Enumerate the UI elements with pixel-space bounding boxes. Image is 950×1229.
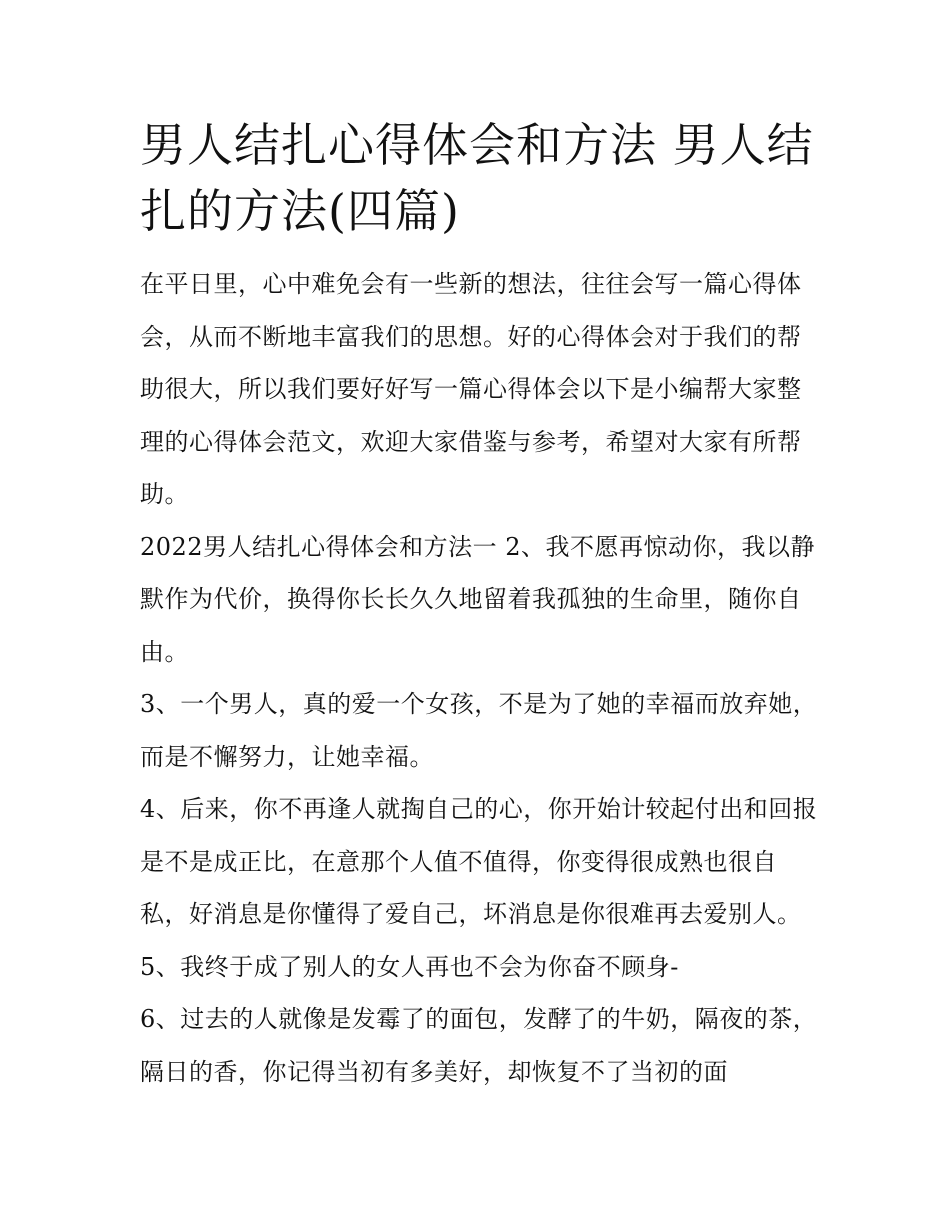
paragraph-4: 4、后来，你不再逢人就掏自己的心，你开始计较起付出和回报是不是成正比，在意那个人值不值得，你变得很成熟也很自私，好消息是你懂得了爱自己，坏消息是你很难再去爱别人。 bbox=[140, 795, 818, 928]
paragraph-6: 6、过去的人就像是发霉了的面包，发酵了的牛奶，隔夜的茶，隔日的香，你记得当初有多美好，却恢复不了当初的面 bbox=[140, 1005, 818, 1086]
paragraph-2: 2022男人结扎心得体会和方法一 2、我不愿再惊动你，我以静默作为代价，换得你长长久久地留着我孤独的生命里，随你自由。 bbox=[140, 532, 815, 666]
document-content bbox=[140, 112, 820, 1098]
document-title: 男人结扎心得体会和方法 男人结扎的方法(四篇) bbox=[140, 118, 814, 238]
intro-paragraph: 在平日里，心中难免会有一些新的想法，往往会写一篇心得体会，从而不断地丰富我们的思想。好的心得体会对于我们的帮助很大，所以我们要好好写一篇心得体会以下是小编帮大家整理的心得体会范文，欢迎大家借鉴与参考，希望对大家有所帮助。 bbox=[140, 270, 802, 508]
document-body bbox=[140, 258, 820, 1098]
paragraph-5: 5、我终于成了别人的女人再也不会为你奋不顾身- bbox=[140, 952, 679, 981]
paragraph-3: 3、一个男人，真的爱一个女孩，不是为了她的幸福而放弃她，而是不懈努力，让她幸福。 bbox=[140, 690, 818, 771]
